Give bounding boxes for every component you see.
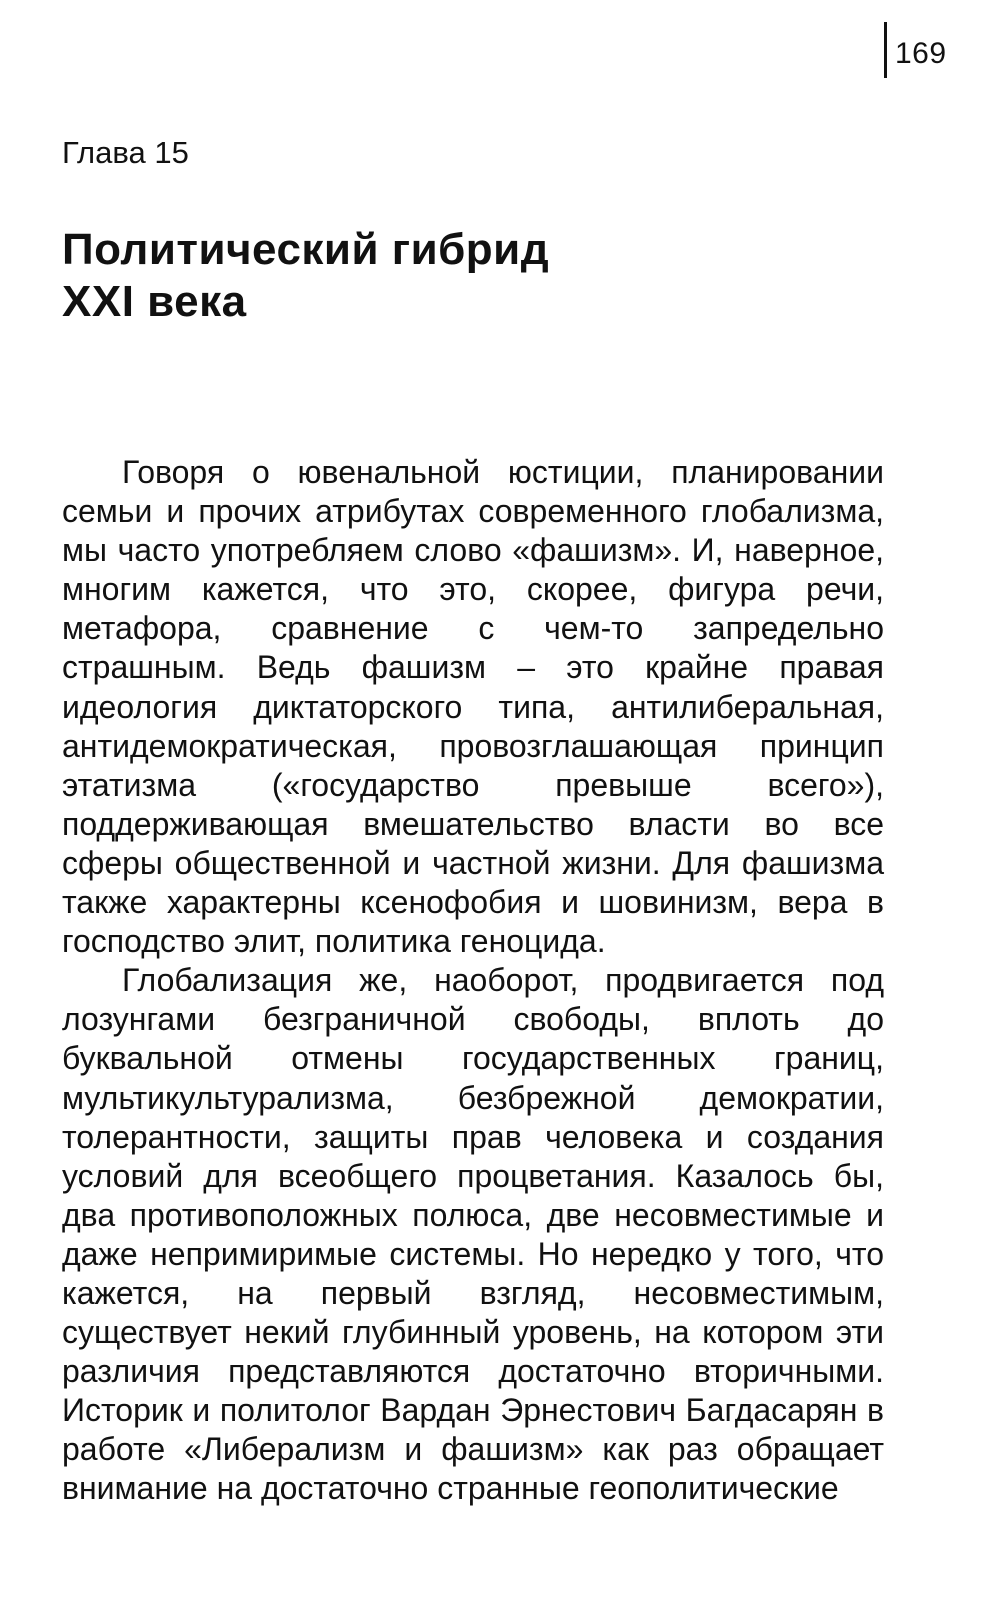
- chapter-label: Глава 15: [62, 135, 189, 170]
- paragraph-1: Говоря о ювенальной юстиции, планировании семьи и прочих атрибутах современного глобализма, мы часто употребляем слово «фашизм». И, наверное, многим кажется, что это, скорее, фигура речи, метафора, сравнение с чем-то запредельно страшным. Ведь фашизм – это крайне правая идеология диктаторского типа, антилиберальная, антидемократическая, провозглашающая принцип этатизма («государство превыше всего»), поддерживающая вмешательство власти во все сферы общественной и частной жизни. Для фашизма также характерны ксенофобия и шовинизм, вера в господство элит, политика геноцида.: [62, 454, 884, 960]
- page-number-block: [884, 22, 947, 78]
- page-number: 169: [895, 37, 947, 70]
- chapter-title: [62, 224, 882, 328]
- chapter-title-line-2: XXI века: [62, 277, 247, 326]
- body-text: [62, 453, 884, 1509]
- chapter-title-line-1: Политический гибрид: [62, 225, 550, 274]
- paragraph-2: Глобализация же, наоборот, продвигается под лозунгами безграничной свободы, вплоть до буквальной отмены государственных границ, мультикультурализма, безбрежной демократии, толерантности, защиты прав человека и создания условий для всеобщего процветания. Казалось бы, два противоположных полюса, две несовместимые и даже непримиримые системы. Но нередко у того, что кажется, на первый взгляд, несовместимым, существует некий глубинный уровень, на котором эти различия представляются достаточно вторичными. Историк и политолог Вардан Эрнестович Багдасарян в работе «Либерализм и фашизм» как раз обращает внимание на достаточно странные геополитические: [62, 962, 884, 1507]
